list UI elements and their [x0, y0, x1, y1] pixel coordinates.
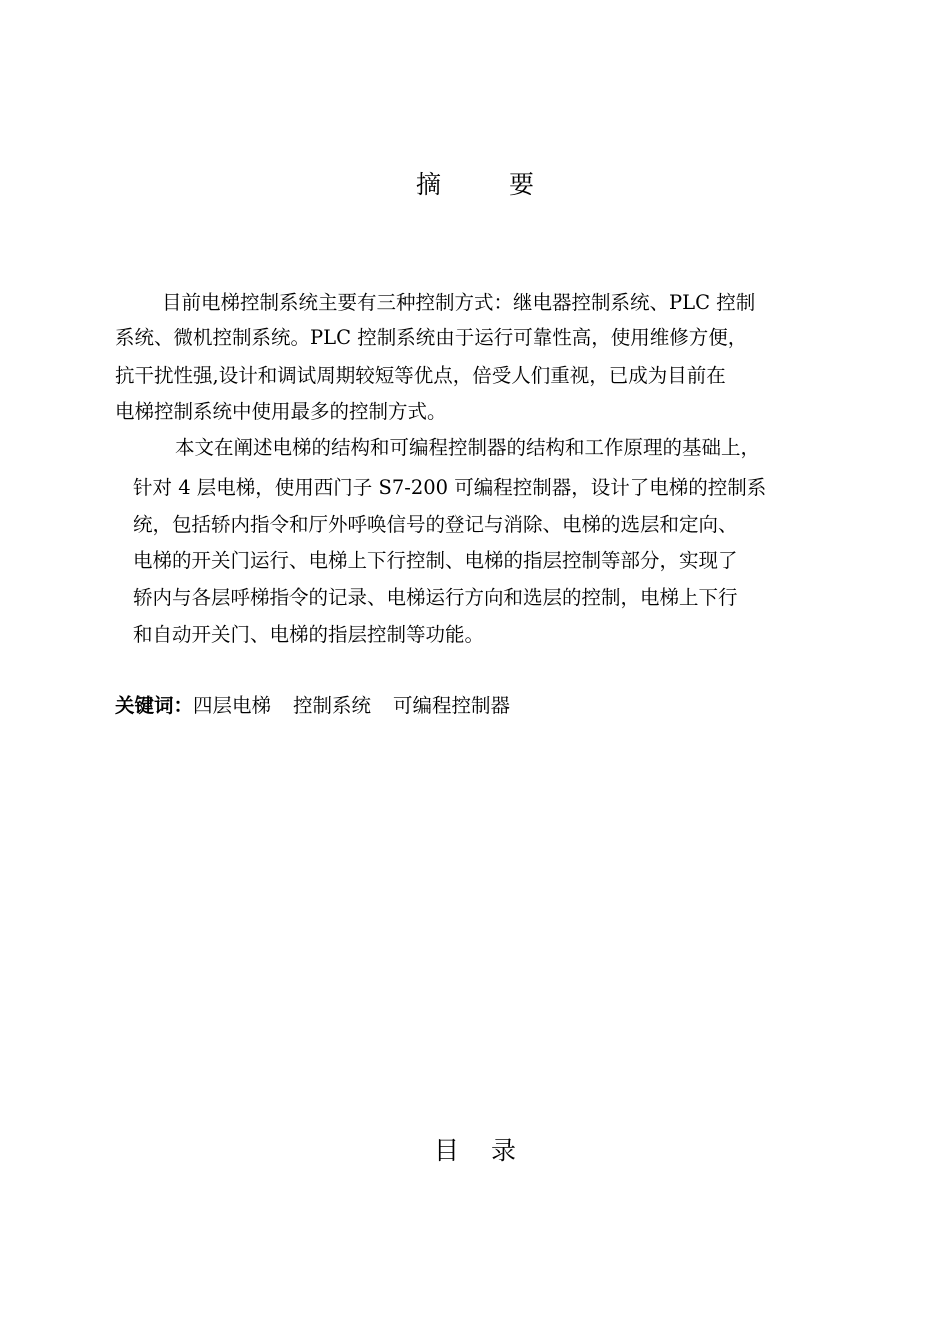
abstract-title: 摘 要 [416, 170, 564, 199]
keywords-label: 关键词： [115, 694, 194, 717]
abstract-p1-line-3: 抗干扰性强,设计和调试周期较短等优点，倍受人们重视，已成为目前在 [115, 364, 726, 387]
abstract-p2-line-4: 电梯的开关门运行、电梯上下行控制、电梯的指层控制等部分，实现了 [133, 549, 738, 572]
abstract-p1-line-4: 电梯控制系统中使用最多的控制方式。 [115, 400, 447, 423]
keyword-item: 控制系统 [293, 694, 372, 717]
abstract-p2-line-6: 和自动开关门、电梯的指层控制等功能。 [133, 623, 485, 646]
abstract-p2-line-3: 统，包括轿内指令和厅外呼唤信号的登记与消除、电梯的选层和定向、 [133, 513, 738, 536]
toc-title: 目 录 [434, 1136, 528, 1165]
keyword-item: 四层电梯 [193, 694, 272, 717]
abstract-p1-line-1: 目前电梯控制系统主要有三种控制方式：继电器控制系统、PLC 控制 [162, 291, 756, 314]
abstract-p2-line-5: 轿内与各层呼梯指令的记录、电梯运行方向和选层的控制，电梯上下行 [133, 586, 738, 609]
keyword-item: 可编程控制器 [393, 694, 511, 717]
keywords-line [115, 692, 532, 720]
abstract-p1-line-2: 系统、微机控制系统。PLC 控制系统由于运行可靠性高，使用维修方便， [115, 326, 748, 349]
abstract-p2-line-2: 针对 4 层电梯，使用西门子 S7-200 可编程控制器，设计了电梯的控制系 [133, 476, 767, 499]
abstract-p2-line-1: 本文在阐述电梯的结构和可编程控制器的结构和工作原理的基础上， [175, 436, 761, 459]
